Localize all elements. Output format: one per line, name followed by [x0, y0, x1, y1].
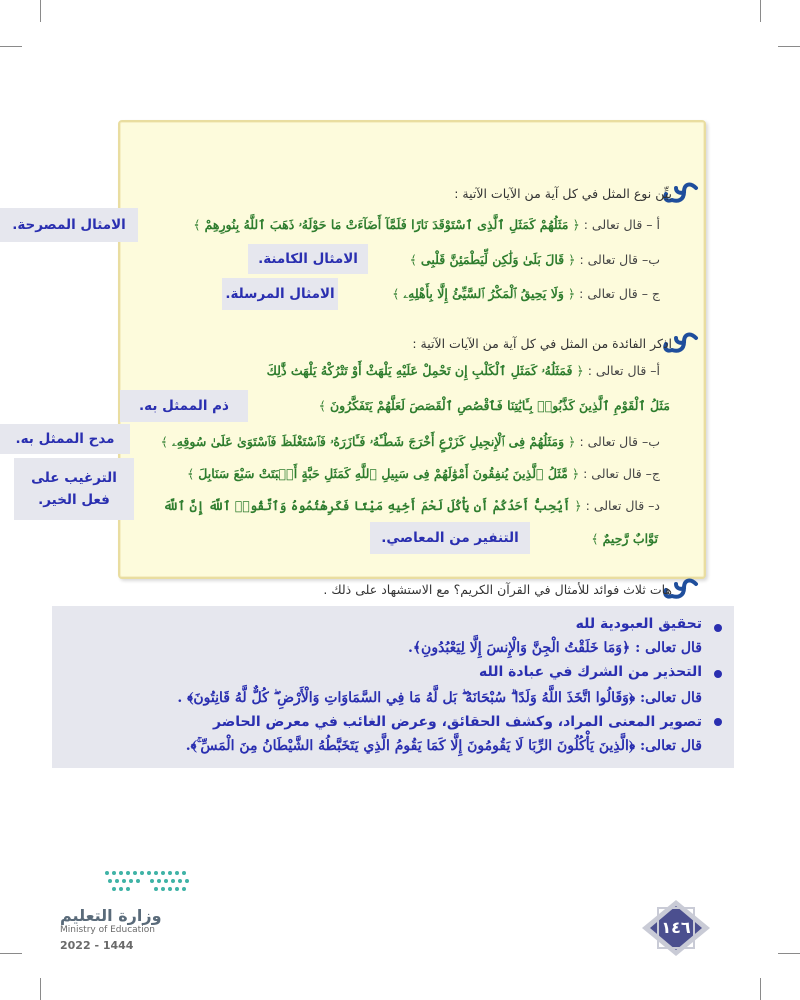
item-label: ب– قال تعالى :	[579, 252, 660, 267]
answer-title: تصوير المعنى المراد، وكشف الحقائق، وعرض الغائب في معرض الحاضر	[213, 714, 702, 730]
ayah-text: قَالَ بَلَىٰ وَلَٰكِن لِّيَطْمَئِنَّ قَلْبِى	[420, 252, 565, 267]
q2-item-d-line2	[591, 530, 658, 548]
bracket-open: ﴿	[574, 498, 582, 513]
q1-item-a	[193, 216, 660, 234]
bracket-open: ﴿	[567, 286, 576, 301]
verse-text: قال تعالى: ﴿الَّذِينَ يَأْكُلُونَ الرِّبَا لَا يَقُومُونَ إِلَّا كَمَا يَقُومُ الَّذِي يَتَخَبَّطُهُ الشَّيْطَانُ مِنَ الْمَسِّ ۚ﴾.	[185, 738, 702, 754]
bracket-close: ﴾	[186, 466, 195, 481]
bracket-open: ﴿	[572, 217, 580, 232]
page-number: ١٤٦	[661, 918, 691, 937]
ministry-logo-icon	[102, 868, 192, 898]
q1-item-b	[410, 251, 660, 269]
answer-label-q2d: التنفير من المعاصي.	[370, 522, 530, 554]
crop-mark	[0, 46, 22, 47]
bracket-open: ﴿	[568, 434, 576, 449]
crop-mark	[760, 0, 761, 22]
crop-mark	[778, 46, 800, 47]
item-label: ب– قال تعالى :	[579, 434, 660, 449]
ayah-text: أَيُحِبُّ أَحَدُكُمْ أَن يَأْكُلَ لَحْمَ أَخِيهِ مَيْتًا فَكَرِهْتُمُوهُ وَٱتَّقُوا۟ ٱللَّهَ إِنَّ ٱللَّهَ	[163, 498, 571, 513]
q2-item-a	[267, 362, 660, 380]
answer-label-q1b: الامثال الكامنة.	[248, 244, 368, 274]
verse-text: قال تعالى: ﴿وَقَالُوا اتَّخَذَ اللَّهُ وَلَدًا ۗ سُبْحَانَهُ ۖ بَل لَّهُ مَا فِي السَّمَاوَاتِ وَالْأَرْضِ ۖ كُلٌّ لَّهُ قَانِتُونَ﴾ .	[177, 690, 702, 706]
item-label: أ – قال تعالى :	[583, 217, 660, 232]
edition-year: 2022 - 1444	[60, 939, 134, 952]
q3-prompt: هات ثلاث فوائد للأمثال في القرآن الكريم؟ مع الاستشهاد على ذلك .	[323, 582, 672, 597]
q2-prompt: اذكر الفائدة من المثل في كل آية من الآيات الآتية :	[412, 336, 672, 351]
answer-label-q2c: الترغيب على فعل الخير.	[14, 458, 134, 520]
crop-mark	[40, 978, 41, 1000]
answer-label-q2b: مدح الممثل به.	[0, 424, 130, 454]
q1-prompt: بيِّن نوع المثل في كل آية من الآيات الآتية :	[454, 186, 672, 201]
q2-item-a-line2	[319, 397, 670, 415]
item-label: د– قال تعالى :	[585, 498, 660, 513]
crop-mark	[760, 978, 761, 1000]
bullet	[714, 718, 722, 726]
bracket-close: ﴾	[591, 531, 599, 546]
ayah-text: مَثَلُ ٱلْقَوْمِ ٱلَّذِينَ كَذَّبُوا۟ بِـَٔايَٰتِنَا فَٱقْصُصِ ٱلْقَصَصَ لَعَلَّهُمْ يَتَفَكَّرُونَ	[329, 398, 670, 413]
item-label: أ– قال تعالى :	[587, 363, 660, 378]
bracket-close: ﴾	[160, 434, 168, 449]
answer-title: التحذير من الشرك في عبادة الله	[479, 664, 702, 680]
bracket-open: ﴿	[576, 363, 584, 378]
bullet	[714, 624, 722, 632]
bracket-open: ﴿	[568, 252, 576, 267]
ayah-text: مَثَلُهُمْ كَمَثَلِ ٱلَّذِى ٱسْتَوْقَدَ نَارًا فَلَمَّآ أَضَآءَتْ مَا حَوْلَهُۥ ذَهَبَ ٱللَّهُ بِنُورِهِمْ	[204, 217, 569, 232]
ayah-text: وَمَثَلُهُمْ فِى ٱلْإِنجِيلِ كَزَرْعٍ أَخْرَجَ شَطْـَٔهُۥ فَـَٔازَرَهُۥ فَٱسْتَغْلَظَ فَٱسْتَوَىٰ عَلَىٰ سُوقِهِۦ	[171, 434, 565, 449]
q2-item-b	[161, 433, 660, 451]
crop-mark	[778, 953, 800, 954]
answer-label-q2a: ذم الممثل به.	[120, 390, 248, 422]
answer-verse	[186, 736, 702, 756]
q2-item-c	[187, 465, 660, 483]
bracket-close: ﴾	[193, 217, 201, 232]
answer-verse	[408, 638, 702, 658]
q1-item-c	[392, 285, 660, 303]
ayah-text: تَوَّابٌ رَّحِيمٌ	[602, 531, 658, 546]
ayah-text: وَلَا يَحِيقُ ٱلْمَكْرُ ٱلسَّيِّئُ إِلَّا بِأَهْلِهِۦ	[403, 286, 564, 301]
bracket-close: ﴾	[392, 286, 400, 301]
answer-verse	[177, 688, 702, 708]
bracket-open: ﴿	[571, 466, 580, 481]
q2-item-d	[163, 497, 660, 515]
answer-title: تحقيق العبودية لله	[575, 616, 702, 632]
item-label: ج– قال تعالى :	[583, 466, 660, 481]
item-label: ج – قال تعالى :	[579, 286, 660, 301]
ayah-text: فَمَثَلُهُۥ كَمَثَلِ ٱلْكَلْبِ إِن تَحْمِلْ عَلَيْهِ يَلْهَثْ أَوْ تَتْرُكْهُ يَلْهَث ذَّٰلِكَ	[266, 363, 573, 378]
ayah-text: مَّثَلُ ٱلَّذِينَ يُنفِقُونَ أَمْوَٰلَهُمْ فِى سَبِيلِ ٱللَّهِ كَمَثَلِ حَبَّةٍ أَنۢبَتَتْ سَبْعَ سَنَابِلَ	[198, 466, 568, 481]
bullet	[714, 670, 722, 678]
ministry-name-en: Ministry of Education	[60, 925, 155, 935]
verse-text: قال تعالى : ﴿وَمَا خَلَقْتُ الْجِنَّ وَالْإِنسَ إِلَّا لِيَعْبُدُونِ﴾.	[407, 640, 702, 656]
answer-label-q1c: الامثال المرسلة.	[222, 278, 338, 310]
crop-mark	[40, 0, 41, 22]
answer-label-q1a: الامثال المصرحة.	[0, 208, 138, 242]
bracket-close: ﴾	[318, 398, 326, 413]
crop-mark	[0, 953, 22, 954]
bracket-close: ﴾	[409, 252, 417, 267]
ministry-name-ar: وزارة التعليم	[60, 906, 162, 925]
